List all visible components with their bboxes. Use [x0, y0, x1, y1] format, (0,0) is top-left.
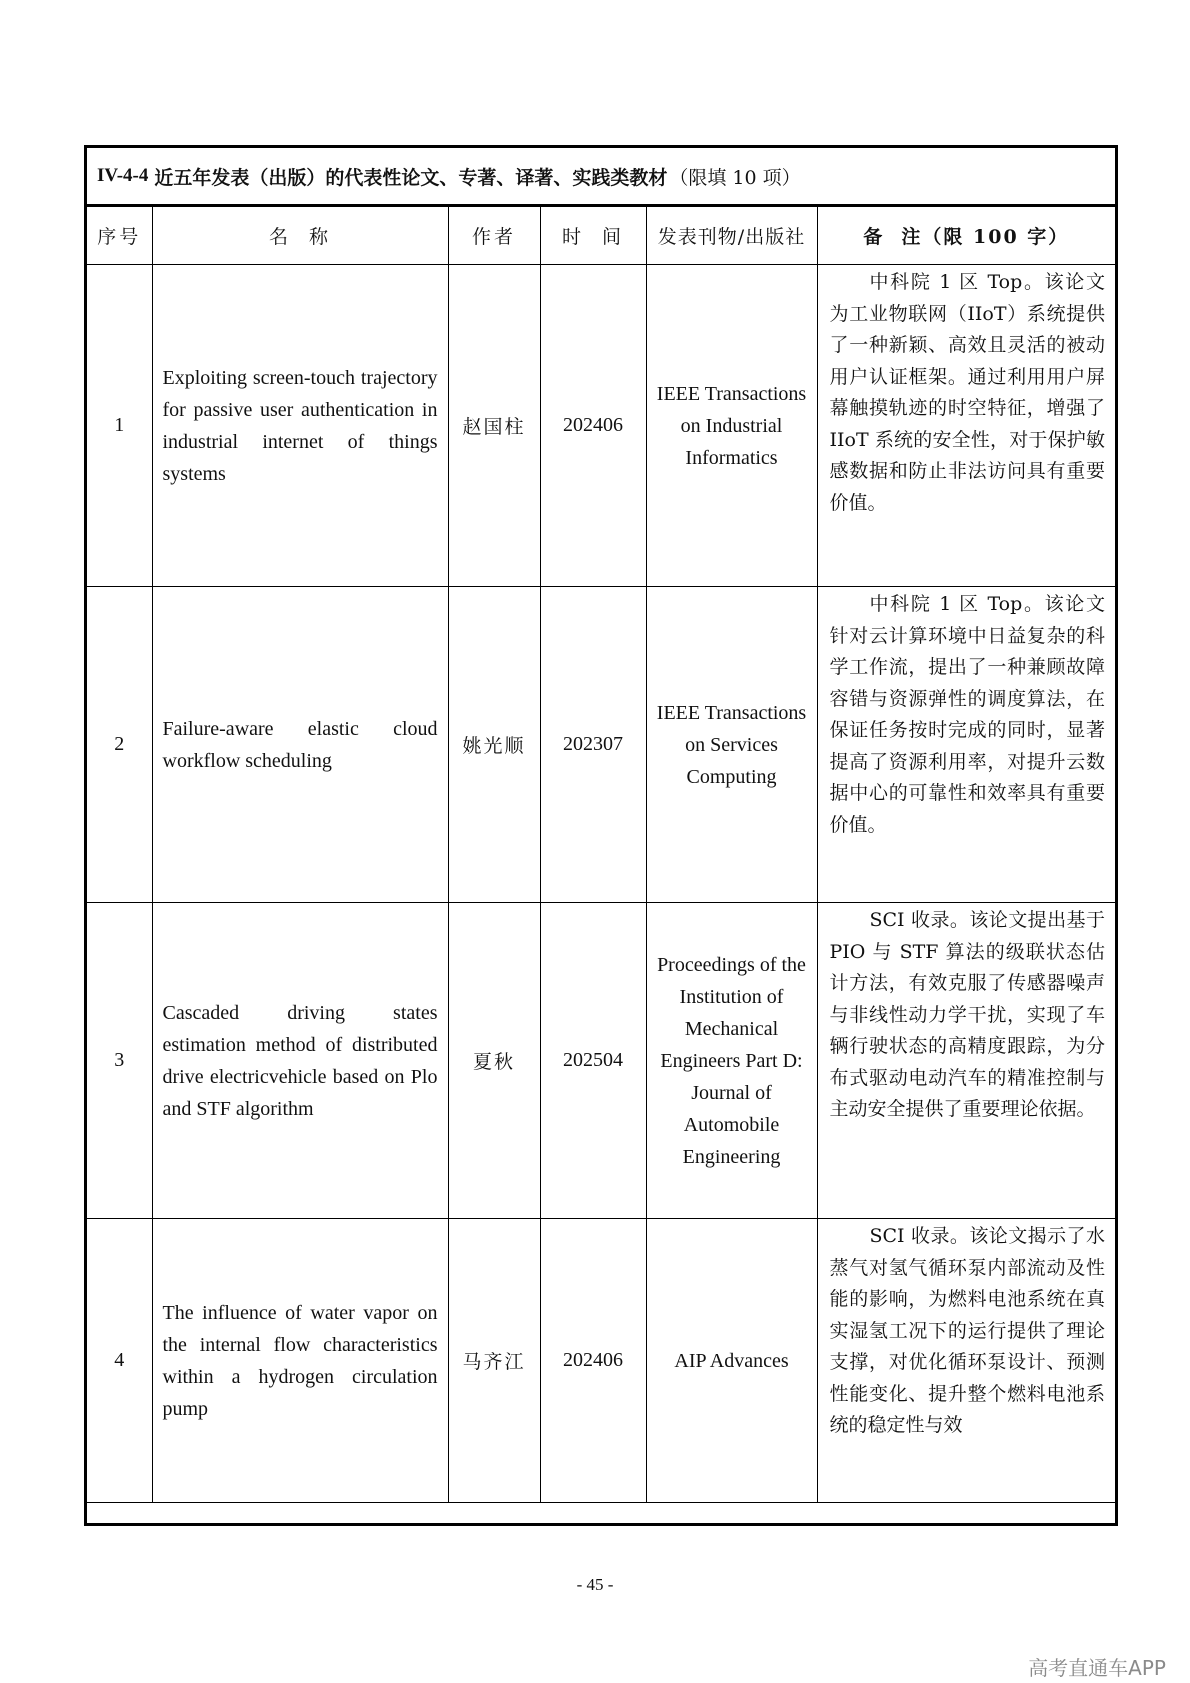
row-time: 202307 [540, 587, 646, 903]
row-time: 202406 [540, 1219, 646, 1503]
publications-table [87, 206, 1115, 1503]
table-row [87, 265, 1115, 587]
table-header-row [87, 207, 1115, 265]
table-row [87, 903, 1115, 1219]
row-author: 赵国柱 [448, 265, 540, 587]
row-index: 4 [87, 1219, 152, 1503]
row-index: 3 [87, 903, 152, 1219]
header-remarks: 备 注（限 100 字） [817, 207, 1115, 265]
publications-table-frame [84, 145, 1118, 1526]
section-code: IV-4-4 [97, 165, 149, 186]
row-name: The influence of water vapor on the internal flow characteristics within a hydrogen circulation pump [152, 1219, 448, 1503]
header-index: 序号 [87, 207, 152, 265]
row-journal: Proceedings of the Institution of Mechanical Engineers Part D: Journal of Automobile Engineering [646, 903, 817, 1219]
row-index: 1 [87, 265, 152, 587]
section-title [87, 148, 1115, 206]
section-limit: （限填 10 项） [669, 166, 801, 189]
page-number: - 45 - [576, 1575, 614, 1594]
row-journal: IEEE Transactions on Industrial Informatics [646, 265, 817, 587]
row-journal: IEEE Transactions on Services Computing [646, 587, 817, 903]
row-remarks: 中科院 1 区 Top。该论文针对云计算环境中日益复杂的科学工作流，提出了一种兼顾故障容错与资源弹性的调度算法，在保证任务按时完成的同时，显著提高了资源利用率，对提升云数据中心的可靠性和效率具有重要价值。 [817, 587, 1115, 903]
table-row [87, 1219, 1115, 1503]
header-time: 时 间 [540, 207, 646, 265]
section-title-text: 近五年发表（出版）的代表性论文、专著、译著、实践类教材 [154, 166, 668, 189]
row-name: Cascaded driving states estimation method of distributed drive electricvehicle based on Plo and STF algorithm [152, 903, 448, 1219]
row-journal: AIP Advances [646, 1219, 817, 1503]
row-remarks: SCI 收录。该论文揭示了水蒸气对氢气循环泵内部流动及性能的影响，为燃料电池系统在真实湿氢工况下的运行提供了理论支撑，对优化循环泵设计、预测性能变化、提升整个燃料电池系统的稳定性与效 [817, 1219, 1115, 1503]
row-index: 2 [87, 587, 152, 903]
row-author: 马齐江 [448, 1219, 540, 1503]
row-name: Failure-aware elastic cloud workflow scheduling [152, 587, 448, 903]
header-name: 名 称 [152, 207, 448, 265]
table-row [87, 587, 1115, 903]
header-journal: 发表刊物/出版社 [646, 207, 817, 265]
row-remarks: 中科院 1 区 Top。该论文为工业物联网（IIoT）系统提供了一种新颖、高效且灵活的被动用户认证框架。通过利用用户屏幕触摸轨迹的时空特征，增强了 IIoT 系统的安全性，对于保护敏感数据和防止非法访问具有重要价值。 [817, 265, 1115, 587]
row-name: Exploiting screen-touch trajectory for passive user authentication in industrial internet of things systems [152, 265, 448, 587]
row-author: 姚光顺 [448, 587, 540, 903]
row-remarks: SCI 收录。该论文提出基于 PIO 与 STF 算法的级联状态估计方法，有效克服了传感器噪声与非线性动力学干扰，实现了车辆行驶状态的高精度跟踪，为分布式驱动电动汽车的精准控制与主动安全提供了重要理论依据。 [817, 903, 1115, 1219]
row-time: 202406 [540, 265, 646, 587]
watermark: 高考直通车APP [1028, 1656, 1166, 1680]
row-time: 202504 [540, 903, 646, 1219]
row-author: 夏秋 [448, 903, 540, 1219]
header-author: 作者 [448, 207, 540, 265]
